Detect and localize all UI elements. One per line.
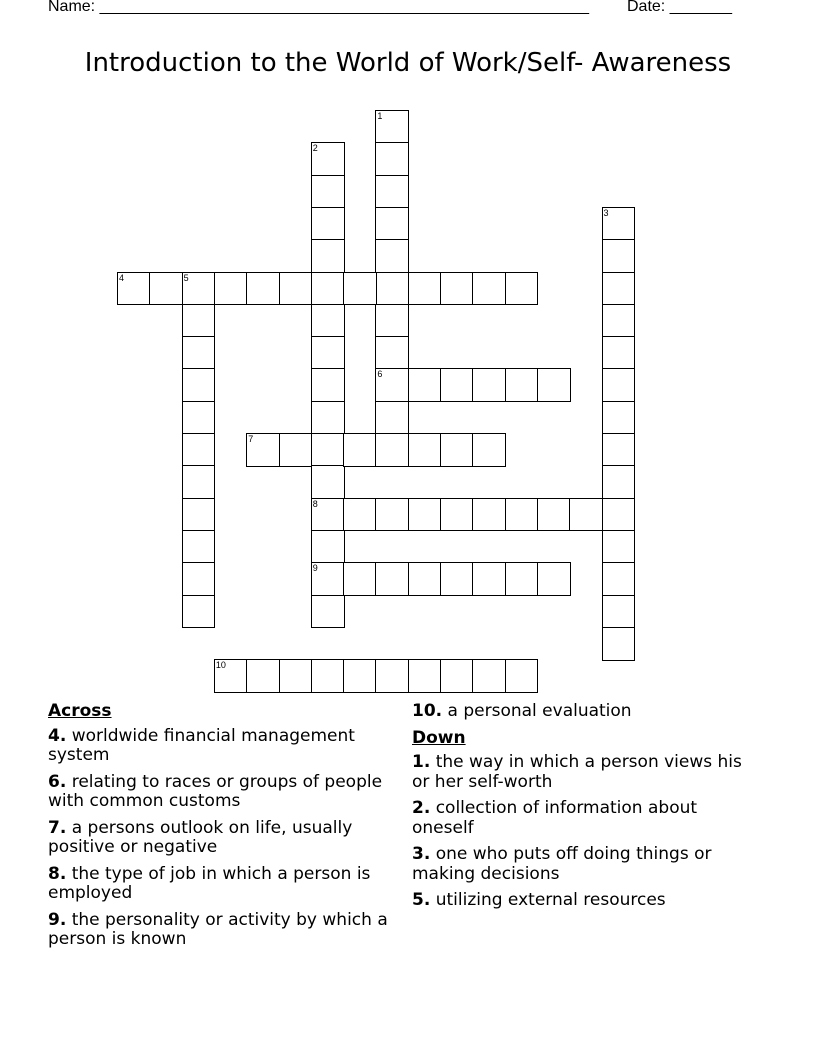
cell-number: 7 — [248, 434, 254, 444]
crossword-cell[interactable] — [182, 433, 216, 467]
crossword-cell[interactable] — [375, 433, 409, 467]
crossword-cell[interactable] — [505, 498, 539, 532]
crossword-cell[interactable] — [182, 368, 216, 402]
crossword-cell[interactable] — [472, 272, 506, 306]
crossword-cell[interactable] — [182, 562, 216, 596]
crossword-cell[interactable] — [311, 207, 345, 241]
clue-text: the way in which a person views his or her self-worth — [412, 752, 742, 792]
crossword-cell[interactable] — [343, 272, 377, 306]
clue-number: 4. — [48, 725, 67, 746]
cell-number: 8 — [312, 498, 318, 509]
crossword-cell[interactable] — [311, 401, 345, 435]
crossword-cell[interactable] — [279, 659, 313, 693]
crossword-cell[interactable] — [182, 304, 216, 338]
crossword-cell[interactable] — [311, 142, 345, 176]
crossword-cell[interactable] — [279, 272, 313, 306]
crossword-cell[interactable] — [182, 465, 216, 499]
crossword-cell[interactable] — [602, 401, 636, 435]
crossword-cell[interactable] — [602, 336, 636, 370]
crossword-cell[interactable] — [182, 498, 216, 532]
crossword-cell[interactable] — [375, 142, 409, 176]
clue-across-7 — [48, 819, 388, 858]
crossword-cell[interactable] — [117, 272, 151, 306]
clue-number: 5. — [412, 890, 431, 910]
clue-across-8 — [48, 865, 388, 904]
crossword-cell[interactable] — [602, 239, 636, 273]
crossword-cell[interactable] — [375, 175, 409, 209]
crossword-cell[interactable] — [279, 433, 313, 467]
crossword-cell[interactable] — [569, 498, 603, 532]
crossword-cell[interactable] — [246, 272, 280, 306]
crossword-cell[interactable] — [375, 401, 409, 435]
clue-down-2 — [412, 799, 752, 838]
crossword-cell[interactable] — [602, 627, 636, 661]
crossword-cell[interactable] — [375, 239, 409, 273]
clue-number: 10. — [412, 701, 443, 721]
crossword-cell[interactable] — [311, 368, 345, 402]
crossword-cell[interactable] — [375, 498, 409, 532]
cell-number: 4 — [119, 272, 125, 283]
crossword-cell[interactable] — [537, 562, 571, 596]
clue-text: a persons outlook on life, usually positive or negative — [48, 817, 353, 857]
crossword-cell[interactable] — [375, 368, 409, 402]
cell-number: 10 — [215, 660, 226, 671]
crossword-cell[interactable] — [311, 336, 345, 370]
crossword-cell[interactable] — [343, 562, 377, 596]
crossword-cell[interactable] — [375, 659, 409, 693]
crossword-cell[interactable] — [214, 659, 248, 693]
crossword-cell[interactable] — [505, 368, 539, 402]
clue-text: a personal evaluation — [447, 701, 632, 721]
clue-down-5 — [412, 891, 752, 911]
crossword-cell[interactable] — [440, 368, 474, 402]
crossword-cell[interactable] — [182, 336, 216, 370]
crossword-cell[interactable] — [311, 562, 345, 596]
clue-number: 1. — [412, 752, 431, 772]
crossword-cell[interactable] — [182, 401, 216, 435]
crossword-cell[interactable] — [182, 530, 216, 564]
crossword-cell[interactable] — [537, 368, 571, 402]
crossword-cell[interactable] — [602, 304, 636, 338]
crossword-cell[interactable] — [505, 272, 539, 306]
clue-number: 3. — [412, 844, 431, 864]
crossword-cell[interactable] — [375, 207, 409, 241]
crossword-cell[interactable] — [375, 110, 409, 144]
clue-text: collection of information about oneself — [412, 798, 698, 838]
clue-number: 6. — [48, 771, 67, 792]
crossword-cell[interactable] — [408, 272, 442, 306]
crossword-cell[interactable] — [182, 595, 216, 629]
clue-down-1 — [412, 753, 752, 792]
down-heading: Down — [412, 727, 466, 748]
clue-number: 7. — [48, 817, 67, 838]
crossword-cell[interactable] — [602, 562, 636, 596]
crossword-cell[interactable] — [408, 562, 442, 596]
clue-text: worldwide financial management system — [48, 725, 355, 765]
crossword-cell[interactable] — [246, 433, 280, 467]
date-field[interactable]: Date: _______ — [627, 0, 732, 15]
crossword-cell[interactable] — [149, 272, 183, 306]
cell-number: 1 — [377, 111, 383, 121]
crossword-cell[interactable] — [311, 272, 345, 306]
crossword-cell[interactable] — [602, 433, 636, 467]
crossword-cell[interactable] — [602, 498, 636, 532]
crossword-cell[interactable] — [214, 272, 248, 306]
crossword-cell[interactable] — [602, 368, 636, 402]
clue-number: 2. — [412, 798, 431, 818]
crossword-cell[interactable] — [408, 498, 442, 532]
crossword-cell[interactable] — [311, 304, 345, 338]
crossword-cell[interactable] — [311, 530, 345, 564]
crossword-cell[interactable] — [440, 272, 474, 306]
cell-number: 6 — [377, 369, 383, 380]
clue-text: the personality or activity by which a person is known — [48, 909, 388, 949]
clue-across-9 — [48, 911, 388, 950]
crossword-cell[interactable] — [311, 239, 345, 273]
clue-text: relating to races or groups of people with common customs — [48, 771, 383, 811]
clue-text: one who puts off doing things or making decisions — [412, 844, 712, 884]
crossword-cell[interactable] — [472, 433, 506, 467]
crossword-cell[interactable] — [505, 562, 539, 596]
crossword-cell[interactable] — [602, 207, 636, 241]
crossword-cell[interactable] — [343, 433, 377, 467]
crossword-cell[interactable] — [343, 498, 377, 532]
crossword-cell[interactable] — [311, 659, 345, 693]
clue-text: the type of job in which a person is employed — [48, 863, 371, 903]
crossword-cell[interactable] — [440, 498, 474, 532]
crossword-cell[interactable] — [472, 498, 506, 532]
crossword-cell[interactable] — [472, 562, 506, 596]
crossword-cell[interactable] — [602, 272, 636, 306]
clue-number: 9. — [48, 909, 67, 930]
crossword-cell[interactable] — [375, 336, 409, 370]
crossword-cell[interactable] — [440, 433, 474, 467]
crossword-cell[interactable] — [602, 595, 636, 629]
crossword-cell[interactable] — [375, 272, 409, 306]
crossword-cell[interactable] — [246, 659, 280, 693]
crossword-cell[interactable] — [537, 498, 571, 532]
crossword-cell[interactable] — [472, 659, 506, 693]
cell-number: 5 — [183, 272, 189, 283]
crossword-cell[interactable] — [311, 465, 345, 499]
crossword-cell[interactable] — [602, 530, 636, 564]
crossword-cell[interactable] — [375, 304, 409, 338]
clues-right-column — [412, 702, 752, 918]
clue-down-3 — [412, 845, 752, 884]
crossword-cell[interactable] — [311, 595, 345, 629]
cell-number: 3 — [603, 207, 609, 218]
crossword-cell[interactable] — [440, 562, 474, 596]
crossword-cell[interactable] — [343, 659, 377, 693]
clues-left-column — [48, 702, 388, 957]
cell-number: 2 — [312, 143, 318, 154]
across-heading: Across — [48, 701, 112, 721]
crossword-cell[interactable] — [408, 368, 442, 402]
crossword-cell[interactable] — [440, 659, 474, 693]
crossword-cell[interactable] — [311, 498, 345, 532]
clue-across-6 — [48, 773, 388, 812]
crossword-cell[interactable] — [311, 175, 345, 209]
crossword-cell[interactable] — [182, 272, 216, 306]
clue-text: utilizing external resources — [435, 890, 666, 910]
clue-across-10 — [412, 702, 752, 722]
clue-number: 8. — [48, 863, 67, 884]
crossword-cell[interactable] — [311, 433, 345, 467]
cell-number: 9 — [312, 563, 318, 574]
crossword-cell[interactable] — [408, 659, 442, 693]
name-field[interactable]: Name: _______________________________________________________ — [48, 0, 589, 15]
page-title: Introduction to the World of Work/Self- Awareness — [84, 48, 732, 78]
crossword-cell[interactable] — [472, 368, 506, 402]
crossword-cell[interactable] — [408, 433, 442, 467]
clue-across-4 — [48, 727, 388, 766]
crossword-cell[interactable] — [375, 562, 409, 596]
crossword-cell[interactable] — [505, 659, 539, 693]
crossword-cell[interactable] — [602, 465, 636, 499]
